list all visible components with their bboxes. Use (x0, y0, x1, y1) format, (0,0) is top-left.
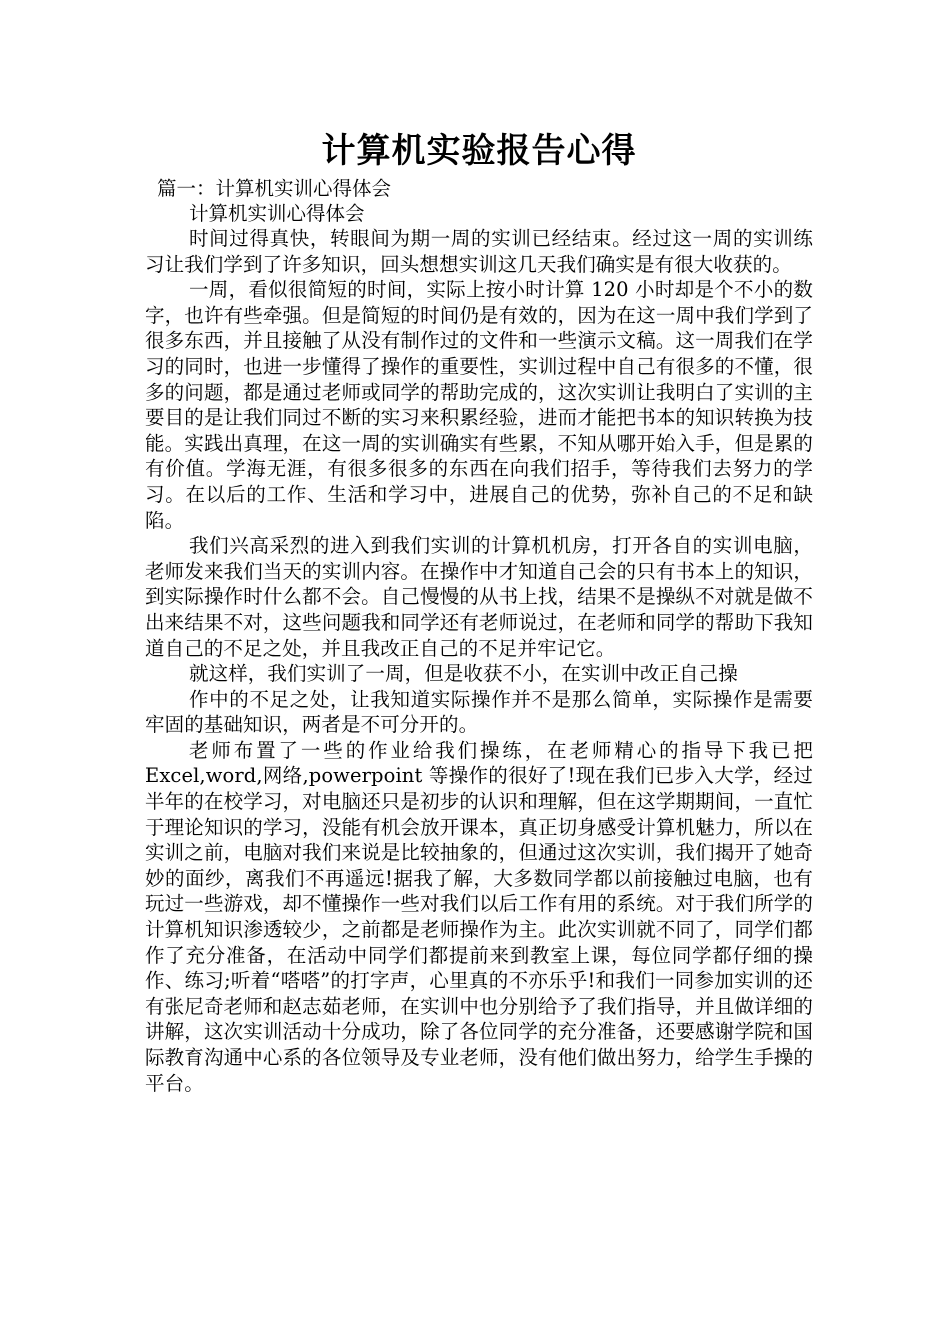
paragraph: 我们兴高采烈的进入到我们实训的计算机机房，打开各自的实训电脑，老师发来我们当天的实训内容。在操作中才知道自己会的只有书本上的知识，到实际操作时什么都不会。自己慢慢的从书上找，结果不是操纵不对就是做不出来结果不对，这些问题我和同学还有老师说过，在老师和同学的帮助下我知道自己的不足之处，并且我改正自己的不足并牢记它。 (145, 534, 813, 660)
document-body (145, 226, 813, 1096)
paragraph: 就这样，我们实训了一周，但是收获不小，在实训中改正自己操 (189, 662, 738, 686)
paragraph: 时间过得真快，转眼间为期一周的实训已经结束。经过这一周的实训练习让我们学到了许多知识，回头想想实训这几天我们确实是有很大收获的。 (145, 227, 813, 276)
paragraph: 作中的不足之处，让我知道实际操作并不是那么简单，实际操作是需要牢固的基础知识，两者是不可分开的。 (145, 687, 813, 737)
section-heading: 篇一：计算机实训心得体会 (157, 177, 392, 200)
paragraph: 老师布置了一些的作业给我们操练，在老师精心的指导下我已把 Excel,word,网络,powerpoint 等操作的很好了!现在我们已步入大学，经过半年的在校学习，对电脑还只是初步的认识和理解，但在这学期期间，一直忙于理论知识的学习，没能有机会放开课本，真正切身感受计算机魅力，所以在实训之前，电脑对我们来说是比较抽象的，但通过这次实训，我们揭开了她奇妙的面纱，离我们不再遥远!据我了解，大多数同学都以前接触过电脑，也有玩过一些游戏，却不懂操作一些对我们以后工作有用的系统。对于我们所学的计算机知识渗透较少，之前都是老师操作为主。此次实训就不同了，同学们都作了充分准备，在活动中同学们都提前来到教室上课，每位同学都仔细的操作、练习;听着“嗒嗒”的打字声，心里真的不亦乐乎!和我们一同参加实训的还有张尼奇老师和赵志茹老师，在实训中也分别给予了我们指导，并且做详细的讲解，这次实训活动十分成功，除了各位同学的充分准备，还要感谢学院和国际教育沟通中心系的各位领导及专业老师，没有他们做出努力，给学生手操的平台。 (145, 738, 813, 1095)
document-page (145, 128, 813, 1096)
document-title: 计算机实验报告心得 (321, 131, 637, 171)
paragraph: 一周，看似很简短的时间，实际上按小时计算 120 小时却是个不小的数字，也许有些牵强。但是简短的时间仍是有效的，因为在这一周中我们学到了很多东西，并且接触了从没有制作过的文件和一些演示文稿。这一周我们在学习的同时，也进一步懂得了操作的重要性，实训过程中自己有很多的不懂，很多的问题，都是通过老师或同学的帮助完成的，这次实训让我明白了实训的主要目的是让我们同过不断的实习来积累经验，进而才能把书本的知识转换为技能。实践出真理，在这一周的实训确实有些累，不知从哪开始入手，但是累的有价值。学海无涯，有很多很多的东西在向我们招手，等待我们去努力的学习。在以后的工作、生活和学习中，进展自己的优势，弥补自己的不足和缺陷。 (145, 278, 813, 532)
sub-heading: 计算机实训心得体会 (189, 202, 365, 225)
